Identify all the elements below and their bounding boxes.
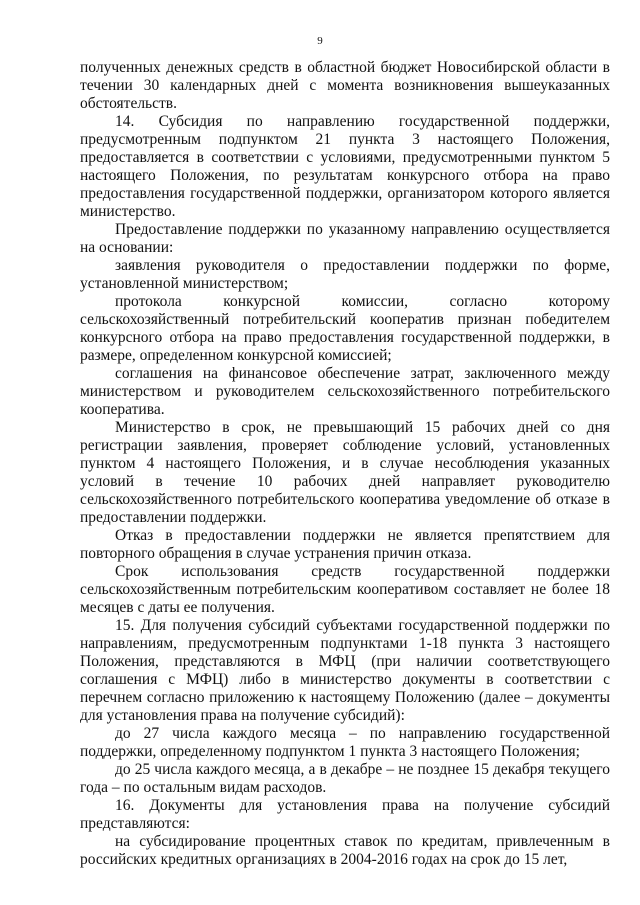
document-body — [80, 59, 610, 869]
paragraph-interest-rates: на субсидирование процентных ставок по кредитам, привлеченным в российских кредитных организациях в 2004-2016 годах на срок до 15 лет, — [80, 833, 610, 868]
page-number: 9 — [317, 35, 323, 47]
paragraph-agreement: соглашения на финансовое обеспечение затрат, заключенного между министерством и руководителем сельскохозяйственного потребительского кооператива. — [80, 365, 610, 418]
paragraph-deadline-25: до 25 числа каждого месяца, а в декабре – не позднее 15 декабря текущего года – по остальным видам расходов. — [80, 761, 610, 796]
paragraph-deadline-27: до 27 числа каждого месяца – по направлению государственной поддержки, определенному подпунктом 1 пункта 3 настоящего Положения; — [80, 725, 610, 760]
paragraph-ministry-review: Министерство в срок, не превышающий 15 рабочих дней со дня регистрации заявления, проверяет соблюдение условий, установленных пунктом 4 настоящего Положения, и в случае несоблюдения указанных условий в течение 10 рабочих дней направляет руководителю сельскохозяйственного потребительского кооператива уведомление об отказе в предоставлении поддержки. — [80, 419, 610, 526]
paragraph-continuation: полученных денежных средств в областной бюджет Новосибирской области в течении 30 календарных дней с момента возникновения вышеуказанных обстоятельств. — [80, 59, 610, 112]
paragraph-item-16: 16. Документы для установления права на получение субсидий представляются: — [80, 797, 610, 832]
paragraph-item-15: 15. Для получения субсидий субъектами государственной поддержки по направлениям, предусмотренным подпунктами 1-18 пункта 3 настоящего Положения, представляются в МФЦ (при наличии соответствующего соглашения с МФЦ) либо в министерство документы в соответствии с перечнем согласно приложению к настоящему Положению (далее – документы для установления права на получение субсидий): — [80, 617, 610, 724]
paragraph-support-basis: Предоставление поддержки по указанному направлению осуществляется на основании: — [80, 221, 610, 256]
paragraph-item-14: 14. Субсидия по направлению государственной поддержки, предусмотренным подпунктом 21 пункта 3 настоящего Положения, предоставляется в соответствии с условиями, предусмотренными пунктом 5 настоящего Положения, по результатам конкурсного отбора на право предоставления государственной поддержки, организатором которого является министерство. — [80, 113, 610, 220]
paragraph-application: заявления руководителя о предоставлении поддержки по форме, установленной министерством; — [80, 257, 610, 292]
paragraph-protocol: протокола конкурсной комиссии, согласно которому сельскохозяйственный потребительский кооператив признан победителем конкурсного отбора на право предоставления государственной поддержки, в размере, определенном конкурсной комиссией; — [80, 293, 610, 364]
paragraph-usage-term: Срок использования средств государственной поддержки сельскохозяйственным потребительским кооперативом составляет не более 18 месяцев с даты ее получения. — [80, 563, 610, 616]
paragraph-refusal: Отказ в предоставлении поддержки не является препятствием для повторного обращения в случае устранения причин отказа. — [80, 527, 610, 562]
